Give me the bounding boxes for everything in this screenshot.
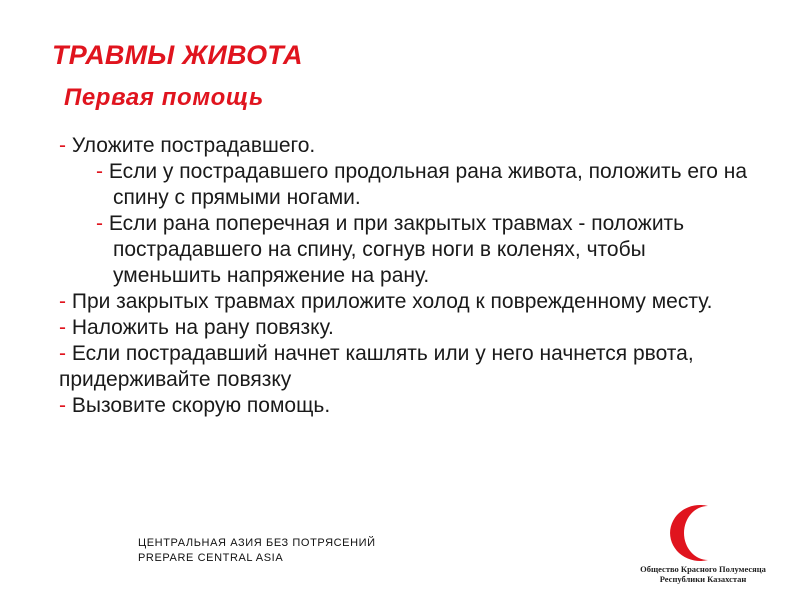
list-item: [59, 393, 759, 419]
slide-subtitle: Первая помощь: [64, 84, 264, 111]
slide-title: ТРАВМЫ ЖИВОТА: [52, 40, 303, 70]
bullet-dash: -: [59, 290, 66, 313]
list-item: [59, 315, 759, 341]
bullet-dash: -: [96, 160, 103, 183]
list-item-text: Уложите пострадавшего.: [71, 134, 316, 157]
list-item-text: Если у пострадавшего продольная рана живота, положить его на спину с прямыми ногами.: [108, 160, 748, 209]
bullet-dash: -: [59, 134, 66, 157]
list-item-text: Если рана поперечная и при закрытых травмах - положить пострадавшего на спину, согнув ноги в коленях, чтобы уменьшить напряжение на рану.: [108, 212, 685, 287]
list-item: [59, 159, 759, 211]
bullet-dash: -: [59, 394, 66, 417]
list-item-text: Вызовите скорую помощь.: [71, 394, 331, 417]
bullet-dash: -: [59, 342, 66, 365]
footer-line-ru: ЦЕНТРАЛЬНАЯ АЗИЯ БЕЗ ПОТРЯСЕНИЙ: [138, 537, 376, 549]
org-name: [622, 564, 784, 584]
list-item-text: Наложить на рану повязку.: [71, 316, 334, 339]
first-aid-list: [59, 133, 759, 419]
footer-line-en: PREPARE CENTRAL ASIA: [138, 552, 284, 564]
list-item-text: Если пострадавший начнет кашлять или у него начнется рвота, придерживайте повязку: [59, 342, 694, 391]
red-crescent-icon: [664, 503, 732, 563]
list-item-text: При закрытых травмах приложите холод к поврежденному месту.: [71, 290, 713, 313]
list-item: [59, 133, 759, 159]
bullet-dash: -: [59, 316, 66, 339]
bullet-dash: -: [96, 212, 103, 235]
list-item: [59, 211, 759, 289]
footer-program-name: [138, 536, 376, 566]
org-name-line2: Республики Казахстан: [659, 574, 747, 584]
list-item: [59, 289, 759, 315]
red-crescent-logo: [622, 503, 784, 585]
list-item: [59, 341, 759, 393]
org-name-line1: Общество Красного Полумесяца: [640, 564, 766, 574]
